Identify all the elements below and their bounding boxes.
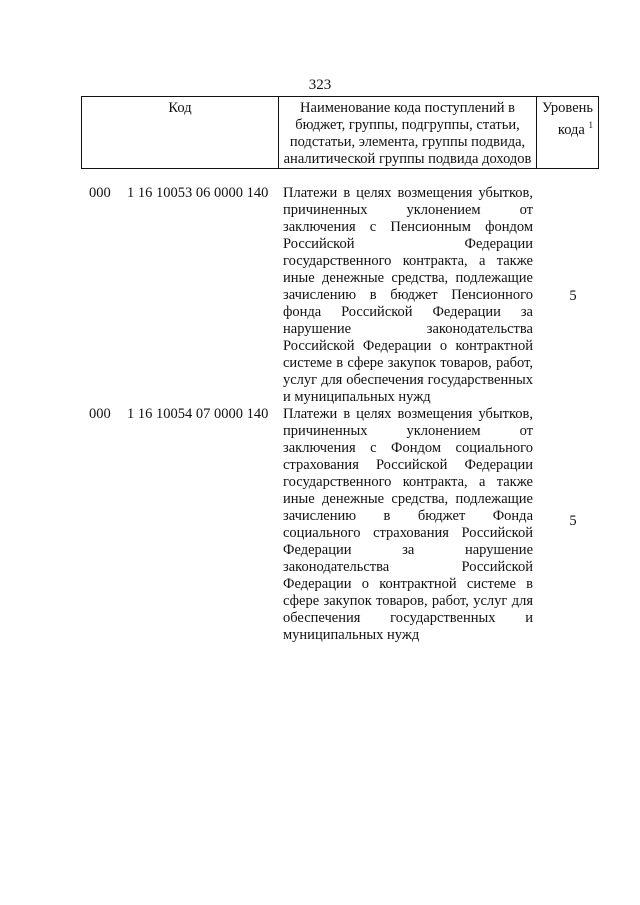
page-number: 323 — [308, 77, 332, 93]
description-line: системе в сфере закупок товаров, работ, — [283, 355, 533, 371]
header-code-label: Код — [168, 100, 192, 116]
header-level-line: кода $^1$ — [557, 120, 593, 138]
description-line: зачислению в бюджет Пенсионного — [283, 287, 533, 303]
description-line: зачислению в бюджет Фонда — [283, 508, 533, 524]
description-line: услуг для обеспечения государственных — [283, 372, 533, 388]
description-line: Федерации за нарушение — [283, 542, 533, 558]
description-line: заключения с Фондом социального — [283, 440, 533, 456]
description-line: государственного контракта, а также — [283, 474, 533, 490]
header-level-cell — [537, 97, 599, 169]
header-name-line: бюджет, группы, подгруппы, статьи, — [295, 117, 520, 133]
description-line: обеспечения государственных и — [283, 610, 533, 626]
entry-description — [283, 406, 533, 644]
description-line: заключения с Пенсионным фондом — [283, 219, 533, 235]
description-line: государственного контракта, а также — [283, 253, 533, 269]
description-line: причиненных уклонением от — [283, 423, 533, 439]
footnote-marker: 1 — [588, 120, 593, 130]
description-line: иные денежные средства, подлежащие — [283, 270, 533, 286]
header-row — [82, 97, 599, 169]
description-line: нарушение законодательства — [283, 321, 533, 337]
entry-description — [283, 185, 533, 406]
entry-code: 1 16 10053 06 0000 140 — [127, 185, 269, 201]
description-line: фонда Российской Федерации за — [283, 304, 533, 320]
entry-prefix: 000 — [89, 406, 111, 422]
description-line: социального страхования Российской — [283, 525, 533, 541]
description-line: Российской Федерации — [283, 236, 533, 252]
header-name-line: аналитической группы подвида доходов — [283, 151, 532, 167]
description-line: Платежи в целях возмещения убытков, — [283, 185, 533, 201]
header-level-line: Уровень — [541, 100, 593, 116]
header-name-cell — [279, 97, 537, 169]
description-line: Российской Федерации о контрактной — [283, 338, 533, 354]
description-line: Федерации о контрактной системе в — [283, 576, 533, 592]
description-line: причиненных уклонением от — [283, 202, 533, 218]
description-line: законодательства Российской — [283, 559, 533, 575]
entry-prefix: 000 — [89, 185, 111, 201]
header-name-line: Наименование кода поступлений в — [300, 100, 515, 116]
header-code-cell — [82, 97, 279, 169]
header-name-line: подстатьи, элемента, группы подвида, — [289, 134, 526, 150]
description-line: сфере закупок товаров, работ, услуг для — [283, 593, 533, 609]
description-line: Платежи в целях возмещения убытков, — [283, 406, 533, 422]
description-line: и муниципальных нужд — [283, 389, 431, 405]
header-table — [81, 96, 599, 169]
entry-level: 5 — [569, 288, 577, 304]
entry-code: 1 16 10054 07 0000 140 — [127, 406, 269, 422]
entry-level: 5 — [569, 513, 577, 529]
description-line: страхования Российской Федерации — [283, 457, 533, 473]
description-line: иные денежные средства, подлежащие — [283, 491, 533, 507]
description-line: муниципальных нужд — [283, 627, 420, 643]
